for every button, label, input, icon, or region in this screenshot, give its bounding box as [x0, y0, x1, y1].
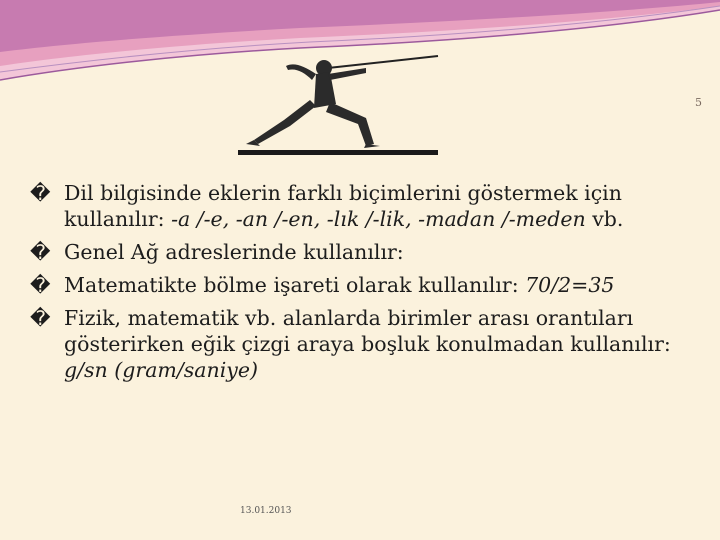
bullet-tail: vb.	[585, 207, 624, 231]
bullet-emphasis: g/sn (gram/saniye)	[64, 358, 258, 382]
bullet-item	[30, 272, 700, 298]
page-number: 5	[695, 96, 702, 109]
bullet-list	[30, 180, 700, 390]
bullet-item	[30, 180, 700, 232]
bullet-item	[30, 239, 700, 265]
bullet-emphasis: 70/2=35	[525, 273, 615, 297]
bullet-emphasis: -a /-e, -an /-en, -lık /-lik, -madan /-meden	[171, 207, 586, 231]
bullet-item	[30, 305, 700, 383]
bullet-icon: �	[30, 273, 51, 297]
bullet-text: Fizik, matematik vb. alanlarda birimler arası orantıları gösterirken eğik çizgi araya boşluk konulmadan kullanılır:	[64, 306, 671, 356]
bullet-icon: �	[30, 306, 51, 330]
bullet-text: Matematikte bölme işareti olarak kullanılır:	[64, 273, 526, 297]
slide-date: 13.01.2013	[240, 506, 292, 516]
bullet-icon: �	[30, 181, 51, 205]
bullet-text: Dil bilgisinde eklerin farklı biçimlerini göstermek için kullanılır:	[64, 181, 622, 231]
bullet-icon: �	[30, 240, 51, 264]
bullet-text: Genel Ağ adreslerinde kullanılır:	[64, 240, 404, 264]
fencer-icon	[232, 52, 442, 160]
